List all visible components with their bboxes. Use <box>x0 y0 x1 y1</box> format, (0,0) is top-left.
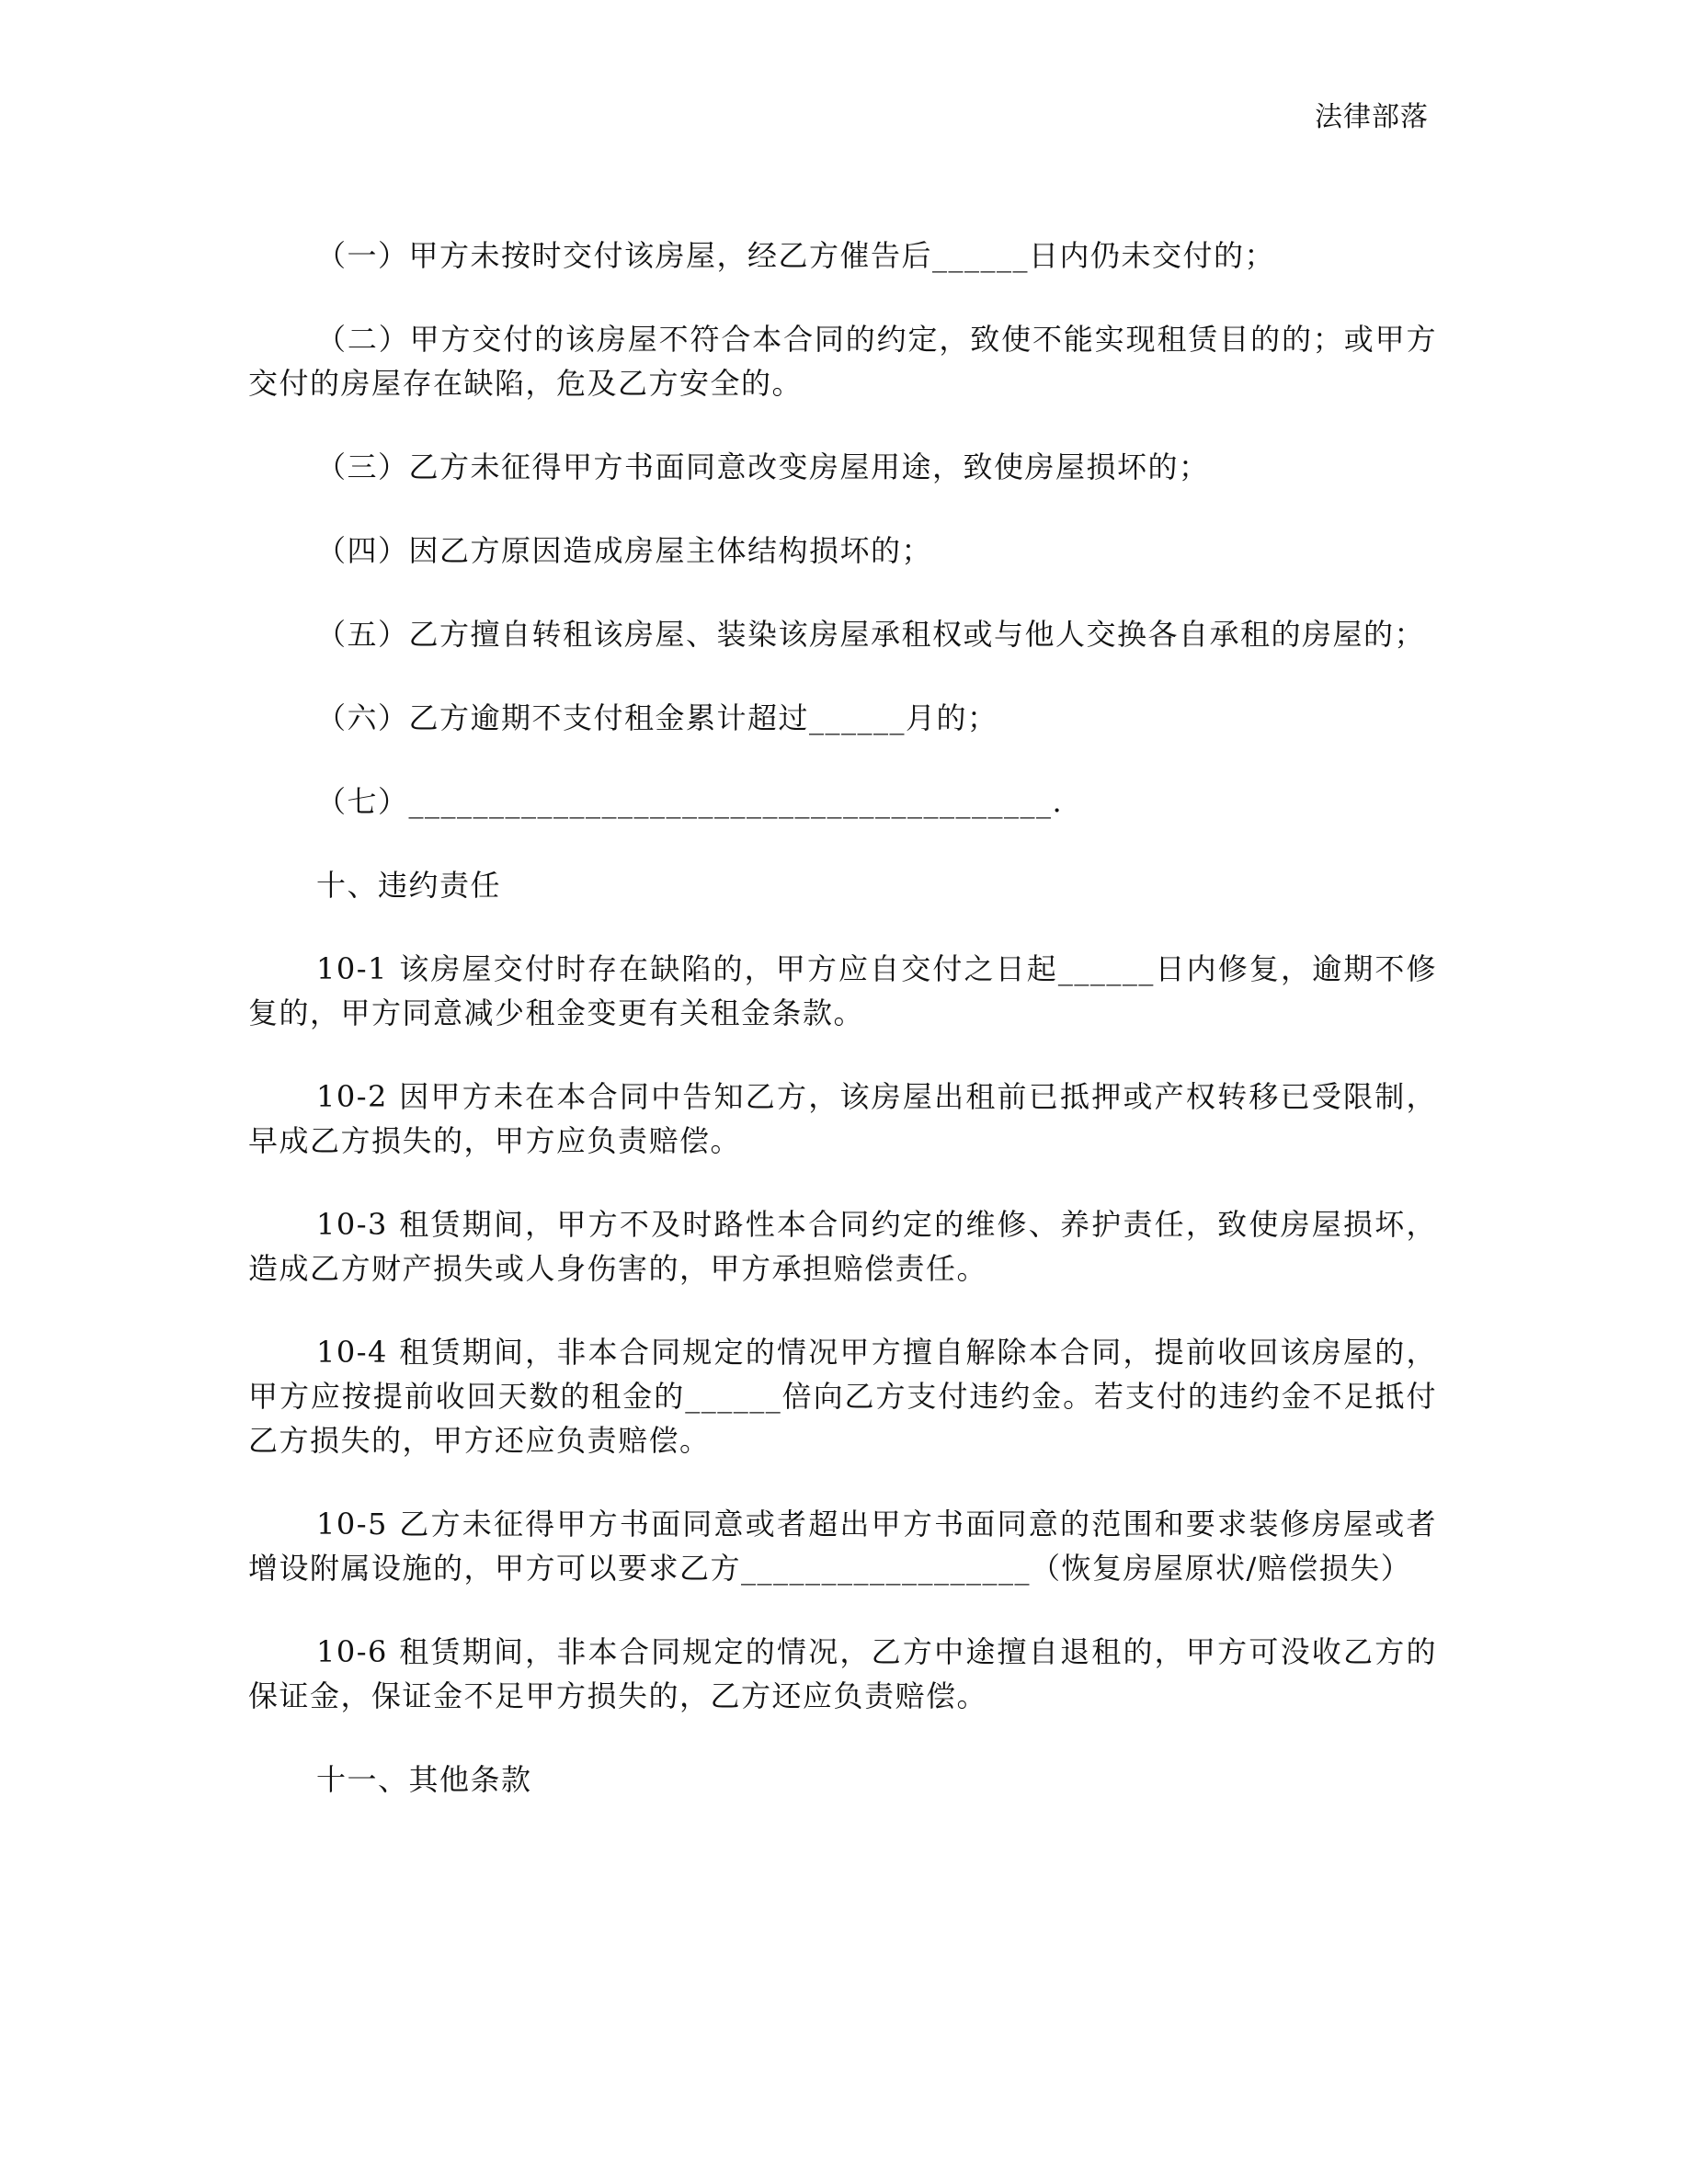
clause-10-3: 10-3 租赁期间，甲方不及时路性本合同约定的维修、养护责任，致使房屋损坏，造成乙方财产损失或人身伤害的，甲方承担赔偿责任。 <box>248 1207 1437 1286</box>
section-heading-breach: 十、违约责任 <box>316 868 502 903</box>
clause-10-1: 10-1 该房屋交付时存在缺陷的，甲方应自交付之日起______日内修复，逾期不修复的，甲方同意减少租金变更有关租金条款。 <box>248 951 1437 1030</box>
clause-10-4: 10-4 租赁期间，非本合同规定的情况甲方擅自解除本合同，提前收回该房屋的，甲方应按提前收回天数的租金的______倍向乙方支付违约金。若支付的违约金不足抵付乙方损失的，甲方还应负责赔偿。 <box>248 1335 1437 1458</box>
clause-10-2: 10-2 因甲方未在本合同中告知乙方，该房屋出租前已抵押或产权转移已受限制，早成乙方损失的，甲方应负责赔偿。 <box>248 1079 1437 1158</box>
clause-item-2: （二）甲方交付的该房屋不符合本合同的约定，致使不能实现租赁目的的；或甲方交付的房屋存在缺陷，危及乙方安全的。 <box>248 322 1437 401</box>
clause-item-4: （四）因乙方原因造成房屋主体结构损坏的； <box>316 533 933 568</box>
clause-10-6: 10-6 租赁期间，非本合同规定的情况，乙方中途擅自退租的，甲方可没收乙方的保证金，保证金不足甲方损失的，乙方还应负责赔偿。 <box>248 1634 1437 1713</box>
contract-body <box>248 233 1437 1841</box>
clause-10-5: 10-5 乙方未征得甲方书面同意或者超出甲方书面同意的范围和要求装修房屋或者增设附属设施的，甲方可以要求乙方__________________（恢复房屋原状/赔偿损失） <box>248 1507 1437 1586</box>
clause-item-6: （六）乙方逾期不支付租金累计超过______月的； <box>316 700 998 735</box>
header-brand: 法律部落 <box>1315 101 1429 133</box>
clause-item-3: （三）乙方未征得甲方书面同意改变房屋用途，致使房屋损坏的； <box>316 449 1210 484</box>
section-heading-other: 十一、其他条款 <box>316 1762 532 1797</box>
clause-item-5: （五）乙方擅自转租该房屋、装染该房屋承租权或与他人交换各自承租的房屋的； <box>316 617 1426 652</box>
clause-item-1: （一）甲方未按时交付该房屋，经乙方催告后______日内仍未交付的； <box>316 238 1276 273</box>
clause-item-7: （七）________________________________________. <box>316 784 1064 819</box>
